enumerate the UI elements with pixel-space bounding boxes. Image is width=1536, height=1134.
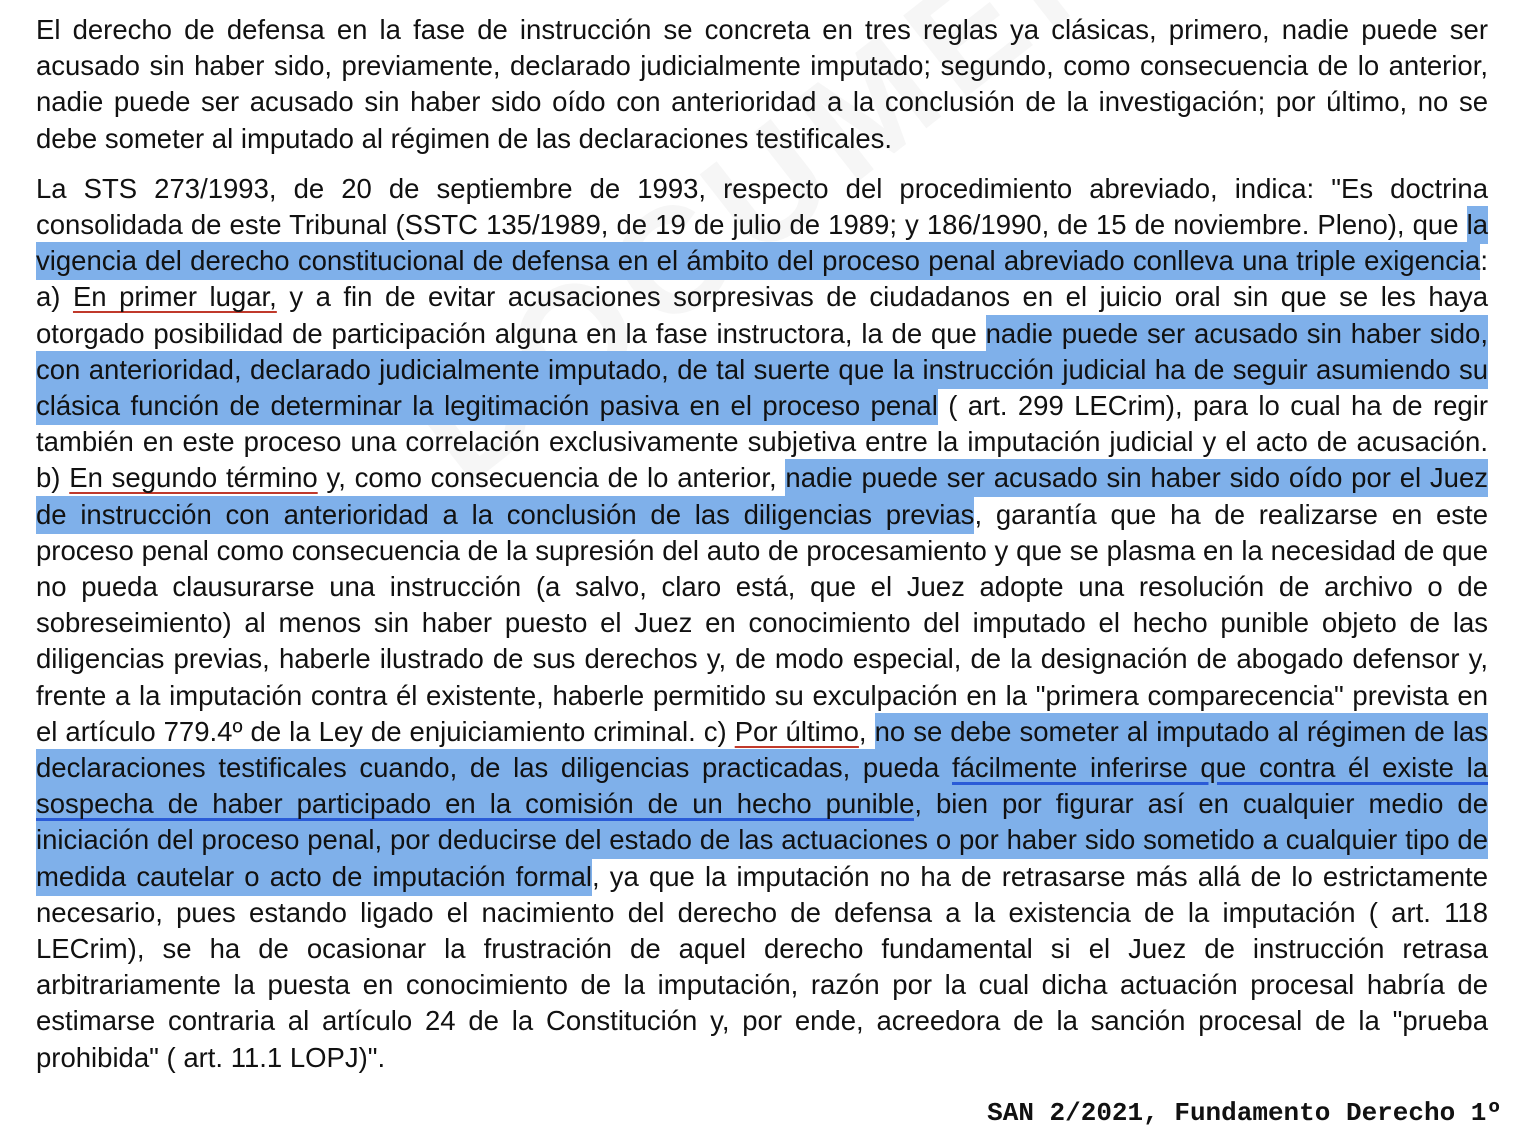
text-segment: y a fin de evitar acusaciones sorpresivas de ciudadanos en el juicio oral sin que se les haya otorgado posibilidad de participación alguna en la fase instructora, la de que	[36, 281, 1488, 349]
underline-por-ultimo: Por último	[734, 715, 859, 747]
citation-reference: SAN 2/2021, Fundamento Derecho 1º	[987, 1098, 1502, 1128]
highlight-triple-exigencia: la vigencia del derecho constitucional de defensa en el ámbito del proceso penal abreviado conlleva una triple exigencia	[36, 206, 1488, 280]
text-segment: , garantía que ha de realizarse en este proceso penal como consecuencia de la supresión del auto de procesamiento y que se plasma en la necesidad de que no pueda clausurarse una instrucción (a salvo, claro está, que el Juez adopte una resolución de archivo o de sobreseimiento) al menos sin haber puesto el Juez en conocimiento del imputado el hecho punible objeto de las diligencias previas, haberle ilustrado de sus derechos y, de modo especial, de la designación de abogado defensor y, frente a la imputación contra él existente, haberle permitido su exculpación en la "primera comparecencia" prevista en el artículo 779.4º de la Ley de enjuiciamiento criminal. c)	[36, 498, 1488, 747]
document-body	[36, 12, 1488, 1076]
underline-segundo-termino: En segundo término	[69, 462, 318, 494]
highlight-oido-juez: nadie puede ser acusado sin haber sido oído por el Juez de instrucción con anterioridad a la conclusión de las diligencias previas	[36, 459, 1488, 533]
text-segment: ,	[858, 715, 875, 747]
text-segment: : a)	[36, 245, 1488, 313]
highlight-medida-cautelar: , bien por figurar así en cualquier medio de iniciación del proceso penal, por deducirse del estado de las actuaciones o por haber sido sometido a cualquier tipo de medida cautelar o acto de imputación formal	[36, 785, 1488, 895]
underline-primer-lugar: En primer lugar,	[72, 281, 277, 313]
text-segment: La STS 273/1993, de 20 de septiembre de 1993, respecto del procedimiento abreviado, indica: "Es doctrina consolidada de este Tribunal (SSTC 135/1989, de 19 de julio de 1989; y 186/1990, de 15 de noviembre. Pleno), que	[36, 172, 1488, 241]
highlight-imputado: nadie puede ser acusado sin haber sido, con anterioridad, declarado judicialmente imputado, de tal suerte que la instrucción judicial ha de seguir asumiendo su clásica función de determinar la legitimación pasiva en el proceso penal	[36, 315, 1488, 425]
text-segment: y, como consecuencia de lo anterior,	[317, 462, 786, 494]
text-segment: ( art. 299 LECrim), para lo cual ha de regir también en este proceso una correlación exclusivamente subjetiva entre la imputación judicial y el acto de acusación. b)	[36, 390, 1488, 494]
paragraph-quote	[36, 171, 1488, 1076]
text-segment: , ya que la imputación no ha de retrasarse más allá de lo estrictamente necesario, pues estando ligado el nacimiento del derecho de defensa a la existencia de la imputación ( art. 118 LECrim), se ha de ocasionar la frustración de aquel derecho fundamental si el Juez de instrucción retrasa arbitrariamente la puesta en conocimiento de la imputación, razón por la cual dicha actuación procesal habría de estimarse contraria al artículo 24 de la Constitución y, por ende, acreedora de la sanción procesal de la "prueba prohibida" ( art. 11.1 LOPJ)".	[36, 860, 1488, 1073]
highlight-declaraciones-testificales: no se debe someter al imputado al régimen de las declaraciones testificales cuando, de las diligencias practicadas, pueda	[36, 713, 1488, 787]
highlight-sospecha: fácilmente inferirse que contra él existe la sospecha de haber participado en la comisión de un hecho punible	[36, 749, 1488, 823]
paragraph-intro: El derecho de defensa en la fase de instrucción se concreta en tres reglas ya clásicas, primero, nadie puede ser acusado sin haber sido, previamente, declarado judicialmente imputado; segundo, como consecuencia de lo anterior, nadie puede ser acusado sin haber sido oído con anterioridad a la conclusión de la investigación; por último, no se debe someter al imputado al régimen de las declaraciones testificales.	[36, 14, 1488, 154]
